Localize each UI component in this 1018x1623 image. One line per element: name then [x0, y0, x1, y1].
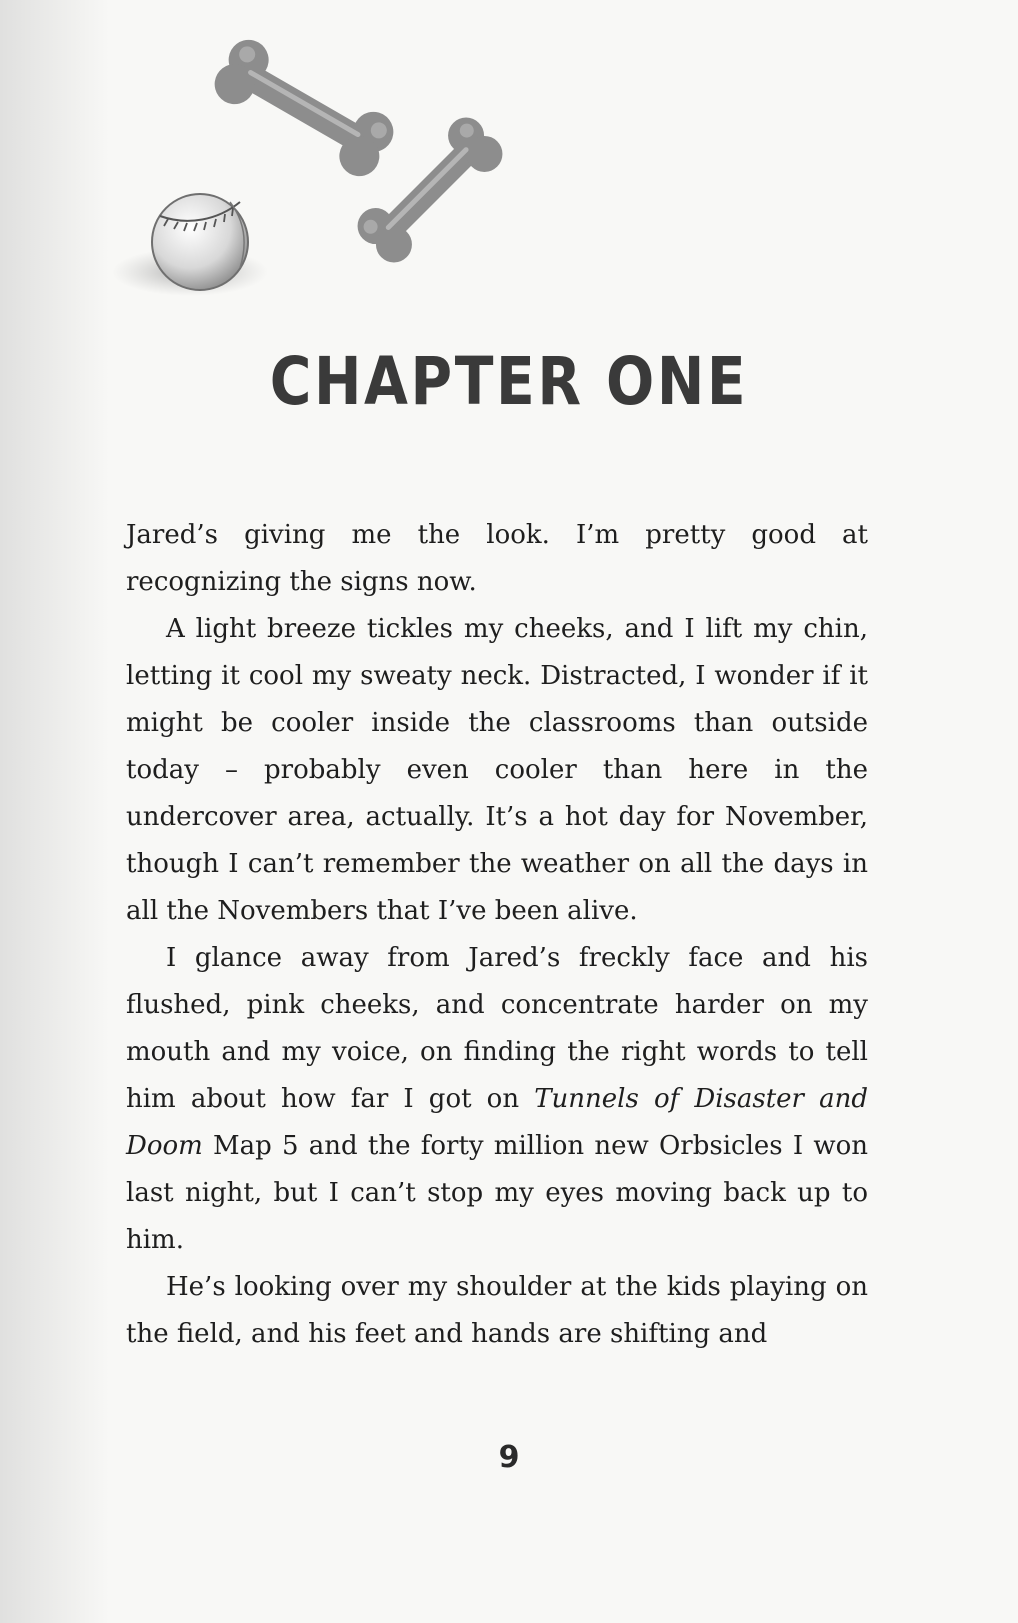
paragraph: [126, 935, 868, 1264]
paragraph: Jared’s giving me the look. I’m pretty good at recognizing the signs now.: [126, 520, 868, 597]
paragraph-text: Map 5 and the forty million new Orbsicles I won last night, but I can’t stop my eyes moving back up to him.: [126, 1131, 868, 1255]
baseball-icon: [112, 194, 268, 296]
page-number: 9: [498, 1440, 520, 1475]
chapter-body: [126, 512, 868, 1358]
chapter-illustration: [108, 20, 528, 320]
game-title: Tunnels of Disaster and Doom: [126, 1084, 868, 1161]
paragraph: He’s looking over my shoulder at the kids playing on the field, and his feet and hands are shifting and: [126, 1272, 868, 1349]
paragraph-text: I glance away from Jared’s freckly face and his flushed, pink cheeks, and concentrate harder on my mouth and my voice, on finding the right words to tell him about how far I got on: [126, 943, 868, 1114]
bone-icon: [207, 33, 400, 184]
paragraph: A light breeze tickles my cheeks, and I lift my chin, letting it cool my sweaty neck. Distracted, I wonder if it might be cooler inside the classrooms than outside today – probably even cooler than here in the undercover area, actually. It’s a hot day for November, though I can’t remember the weather on all the days in all the Novembers that I’ve been alive.: [126, 614, 868, 926]
page-shadow: [0, 0, 110, 1623]
chapter-title: CHAPTER ONE: [269, 343, 749, 420]
